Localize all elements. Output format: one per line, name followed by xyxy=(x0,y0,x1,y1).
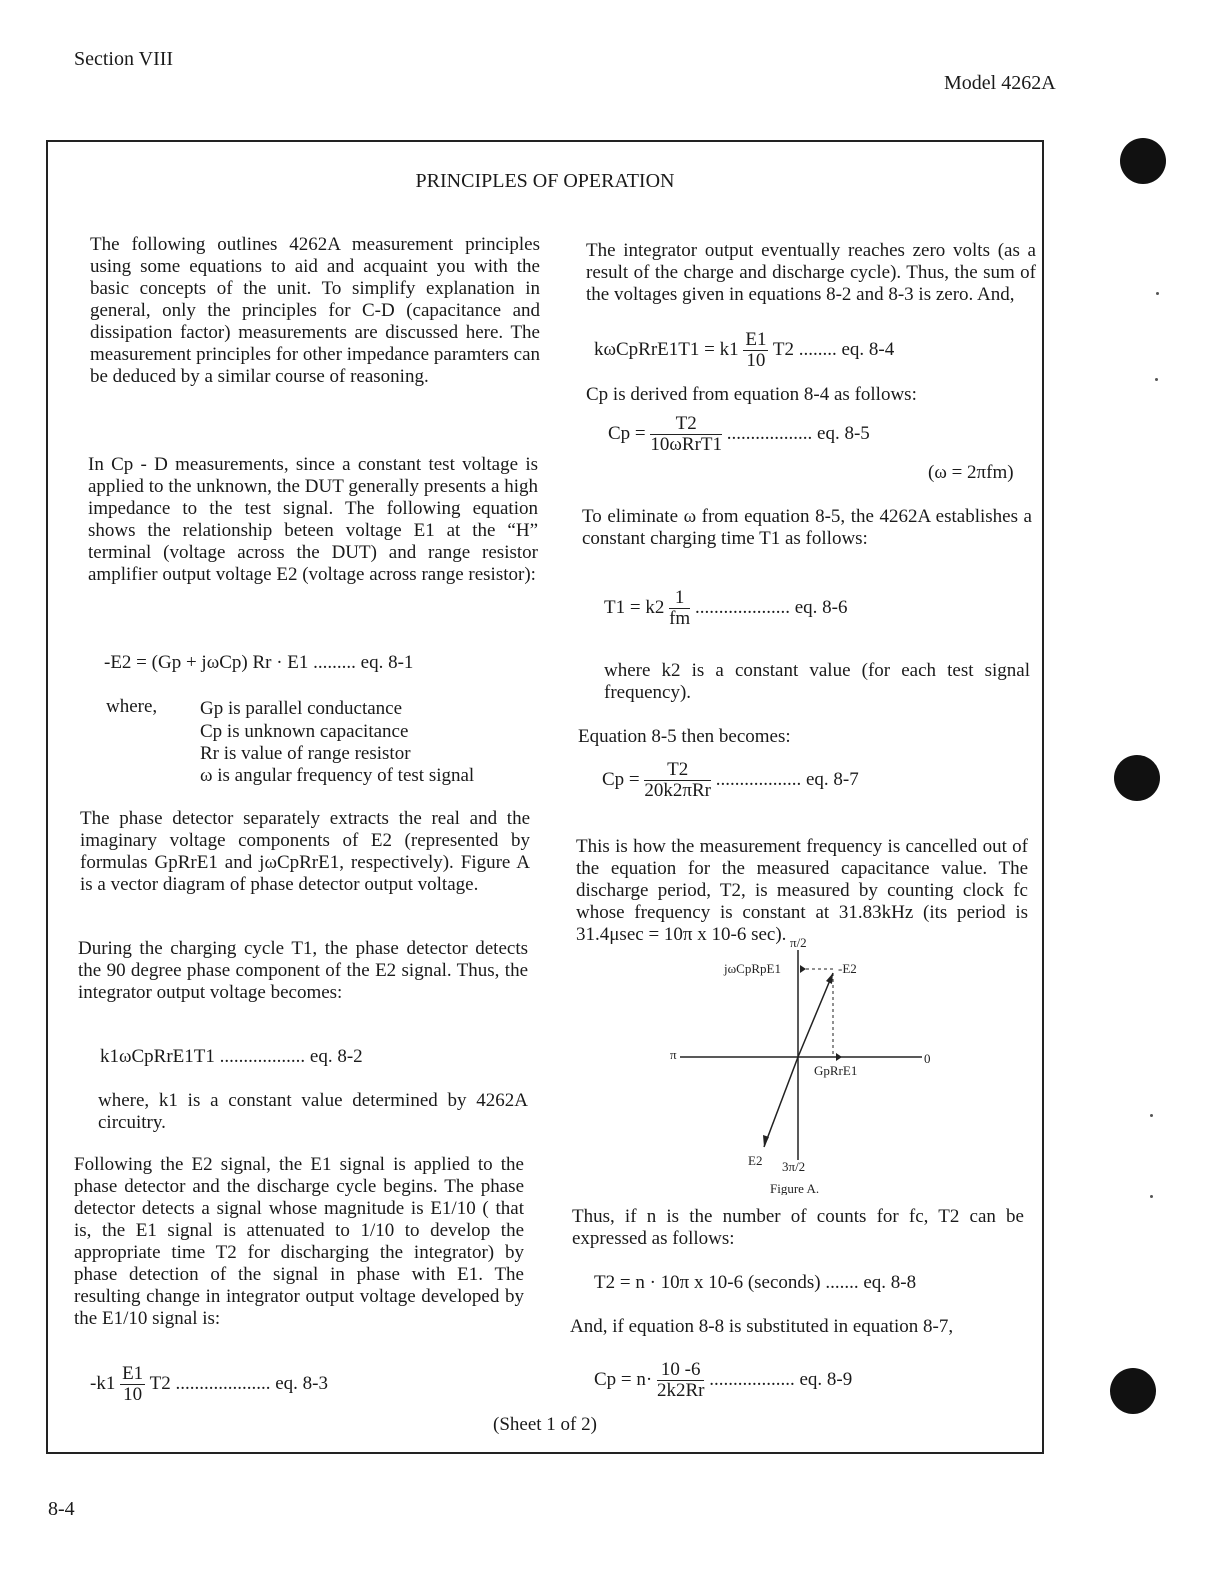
fraction xyxy=(120,1364,145,1405)
punch-hole xyxy=(1114,755,1160,801)
equation-8-4 xyxy=(594,330,894,371)
paragraph: Equation 8-5 then becomes: xyxy=(578,726,791,747)
speck xyxy=(1150,1195,1153,1198)
paragraph: This is how the measurement frequency is cancelled out of the equation for the measured capacitance value. The discharge period, T2, is measured by counting clock fc whose frequency is constant at 31.83kHz (its period is 31.4μsec = 10π x 10-6 sec). xyxy=(576,836,1028,945)
minus-e2-vector xyxy=(798,973,833,1057)
numerator: E1 xyxy=(122,1363,144,1384)
vector-diagram xyxy=(660,935,960,1195)
label-minus-e2: -E2 xyxy=(838,961,857,976)
arrowhead xyxy=(800,965,806,973)
paragraph: During the charging cycle T1, the phase detector detects the 90 degree phase component of the E2 signal. Thus, the integrator output voltage becomes: xyxy=(78,938,528,1003)
box-title: PRINCIPLES OF OPERATION xyxy=(415,170,675,192)
paragraph: Cp is derived from equation 8-4 as follows: xyxy=(586,384,917,405)
speck xyxy=(1156,292,1159,295)
fraction xyxy=(644,760,711,801)
equation-8-9 xyxy=(594,1360,852,1401)
equation-8-8: T2 = n · 10π x 10-6 (seconds) ....... eq. 8-8 xyxy=(594,1272,917,1293)
equation-8-7 xyxy=(602,760,859,801)
paragraph: Following the E2 signal, the E1 signal is applied to the phase detector and the discharge cycle begins. The phase detector detects a signal whose magnitude is E1/10 ( that is, the E1 signal is attenuated to 1/10 to develop the appropriate time T2 for discharging the integrator) by phase detection of the signal in phase with E1. The resulting change in integrator output voltage developed by the E1/10 signal is: xyxy=(74,1154,524,1329)
principles-box xyxy=(46,140,1044,1454)
label-zero: 0 xyxy=(924,1051,931,1066)
paragraph: The integrator output eventually reaches zero volts (as a result of the charge and discharge cycle). Thus, the sum of the voltages given in equations 8-2 and 8-3 is zero. And, xyxy=(586,240,1036,305)
paragraph: To eliminate ω from equation 8-5, the 4262A establishes a constant charging time T1 as follows: xyxy=(582,506,1032,549)
equation-8-1: -E2 = (Gp + jωCp) Rr · E1 ......... eq. 8-1 xyxy=(104,652,414,673)
figure-caption: Figure A. xyxy=(770,1181,820,1195)
label-imag: jωCpRpE1 xyxy=(724,961,781,976)
paragraph: In Cp - D measurements, since a constant test voltage is applied to the unknown, the DUT generally presents a high impedance to the test signal. The following equation shows the relationship beteen voltage E1 at the “H” terminal (voltage across the DUT) and range resistor amplifier output voltage E2 (voltage across range resistor): xyxy=(88,454,538,585)
where-item: Cp is unknown capacitance xyxy=(200,721,409,742)
label-real: GpRrE1 xyxy=(814,1063,858,1078)
numerator: 10 -6 xyxy=(657,1360,705,1381)
paragraph: The following outlines 4262A measurement principles using some equations to aid and acquaint you with the basic concepts of the unit. To simplify explanation in general, only the principles for C-D (capacitance and dissipation factor) measurements are discussed here. The measurement principles for other impedance paramters can be deduced by a similar course of reasoning. xyxy=(90,234,540,387)
numerator: T2 xyxy=(650,414,722,435)
paragraph: And, if equation 8-8 is substituted in equation 8-7, xyxy=(570,1316,954,1337)
denominator: 2k2Rr xyxy=(656,1380,705,1401)
paragraph: where, k1 is a constant value determined by 4262A circuitry. xyxy=(98,1090,528,1133)
fraction xyxy=(650,414,722,455)
where-label: where, xyxy=(106,696,158,717)
sheet-label: (Sheet 1 of 2) xyxy=(493,1414,597,1435)
eq-prefix: T1 = k2 xyxy=(604,596,665,618)
arrowhead xyxy=(763,1135,769,1147)
equation-8-5 xyxy=(608,414,870,455)
eq-prefix: kωCpRrE1T1 = k1 xyxy=(594,338,739,360)
denominator: 10ωRrT1 xyxy=(650,434,723,455)
eq-prefix: Cp = xyxy=(602,768,640,790)
punch-hole xyxy=(1110,1368,1156,1414)
section-header: Section VIII xyxy=(74,48,174,70)
paragraph: where k2 is a constant value (for each test signal frequency). xyxy=(604,660,1030,703)
label-pi-over-2: π/2 xyxy=(790,935,807,950)
label-pi: π xyxy=(670,1047,677,1062)
numerator: T2 xyxy=(644,760,711,781)
eq-prefix: Cp = xyxy=(608,422,646,444)
denominator: 20k2πRr xyxy=(644,780,711,801)
model-header: Model 4262A xyxy=(944,72,1056,94)
eq-suffix: .................... eq. 8-6 xyxy=(694,596,848,618)
eq-suffix: T2 .................... eq. 8-3 xyxy=(149,1372,328,1394)
fraction xyxy=(657,1360,705,1401)
speck xyxy=(1155,378,1158,381)
eq-suffix: .................. eq. 8-9 xyxy=(709,1368,853,1390)
fraction xyxy=(669,588,690,629)
where-item: Rr is value of range resistor xyxy=(200,743,411,764)
speck xyxy=(1150,1114,1153,1117)
eq-suffix: .................. eq. 8-7 xyxy=(715,768,859,790)
numerator: E1 xyxy=(745,329,767,350)
denominator: fm xyxy=(669,608,691,629)
punch-hole xyxy=(1120,138,1166,184)
eq-suffix: .................. eq. 8-5 xyxy=(726,422,870,444)
page-number: 8-4 xyxy=(48,1498,75,1520)
equation-8-6 xyxy=(604,588,847,629)
numerator: 1 xyxy=(669,588,690,609)
equation-8-2: k1ωCpRrE1T1 .................. eq. 8-2 xyxy=(100,1046,363,1067)
arrowhead xyxy=(826,973,833,984)
arrowhead xyxy=(836,1053,842,1061)
denominator: 10 xyxy=(746,350,766,371)
paragraph: Thus, if n is the number of counts for fc, T2 can be expressed as follows: xyxy=(572,1206,1024,1249)
paragraph: The phase detector separately extracts the real and the imaginary voltage components of E2 (represented by formulas GpRrE1 and jωCpRrE1, respectively). Figure A is a vector diagram of phase detector output voltage. xyxy=(80,808,530,895)
label-e2: E2 xyxy=(748,1153,763,1168)
equation-8-3 xyxy=(90,1364,328,1405)
where-item: Gp is parallel conductance xyxy=(200,698,403,719)
eq-prefix: -k1 xyxy=(90,1372,116,1394)
eq-prefix: Cp = n· xyxy=(594,1368,653,1390)
fraction xyxy=(743,330,768,371)
eq-suffix: T2 ........ eq. 8-4 xyxy=(772,338,895,360)
where-item: ω is angular frequency of test signal xyxy=(200,765,475,786)
denominator: 10 xyxy=(123,1384,143,1405)
equation-note: (ω = 2πfm) xyxy=(928,462,1014,483)
e2-vector xyxy=(764,1057,798,1147)
label-3pi-over-2: 3π/2 xyxy=(782,1159,806,1174)
